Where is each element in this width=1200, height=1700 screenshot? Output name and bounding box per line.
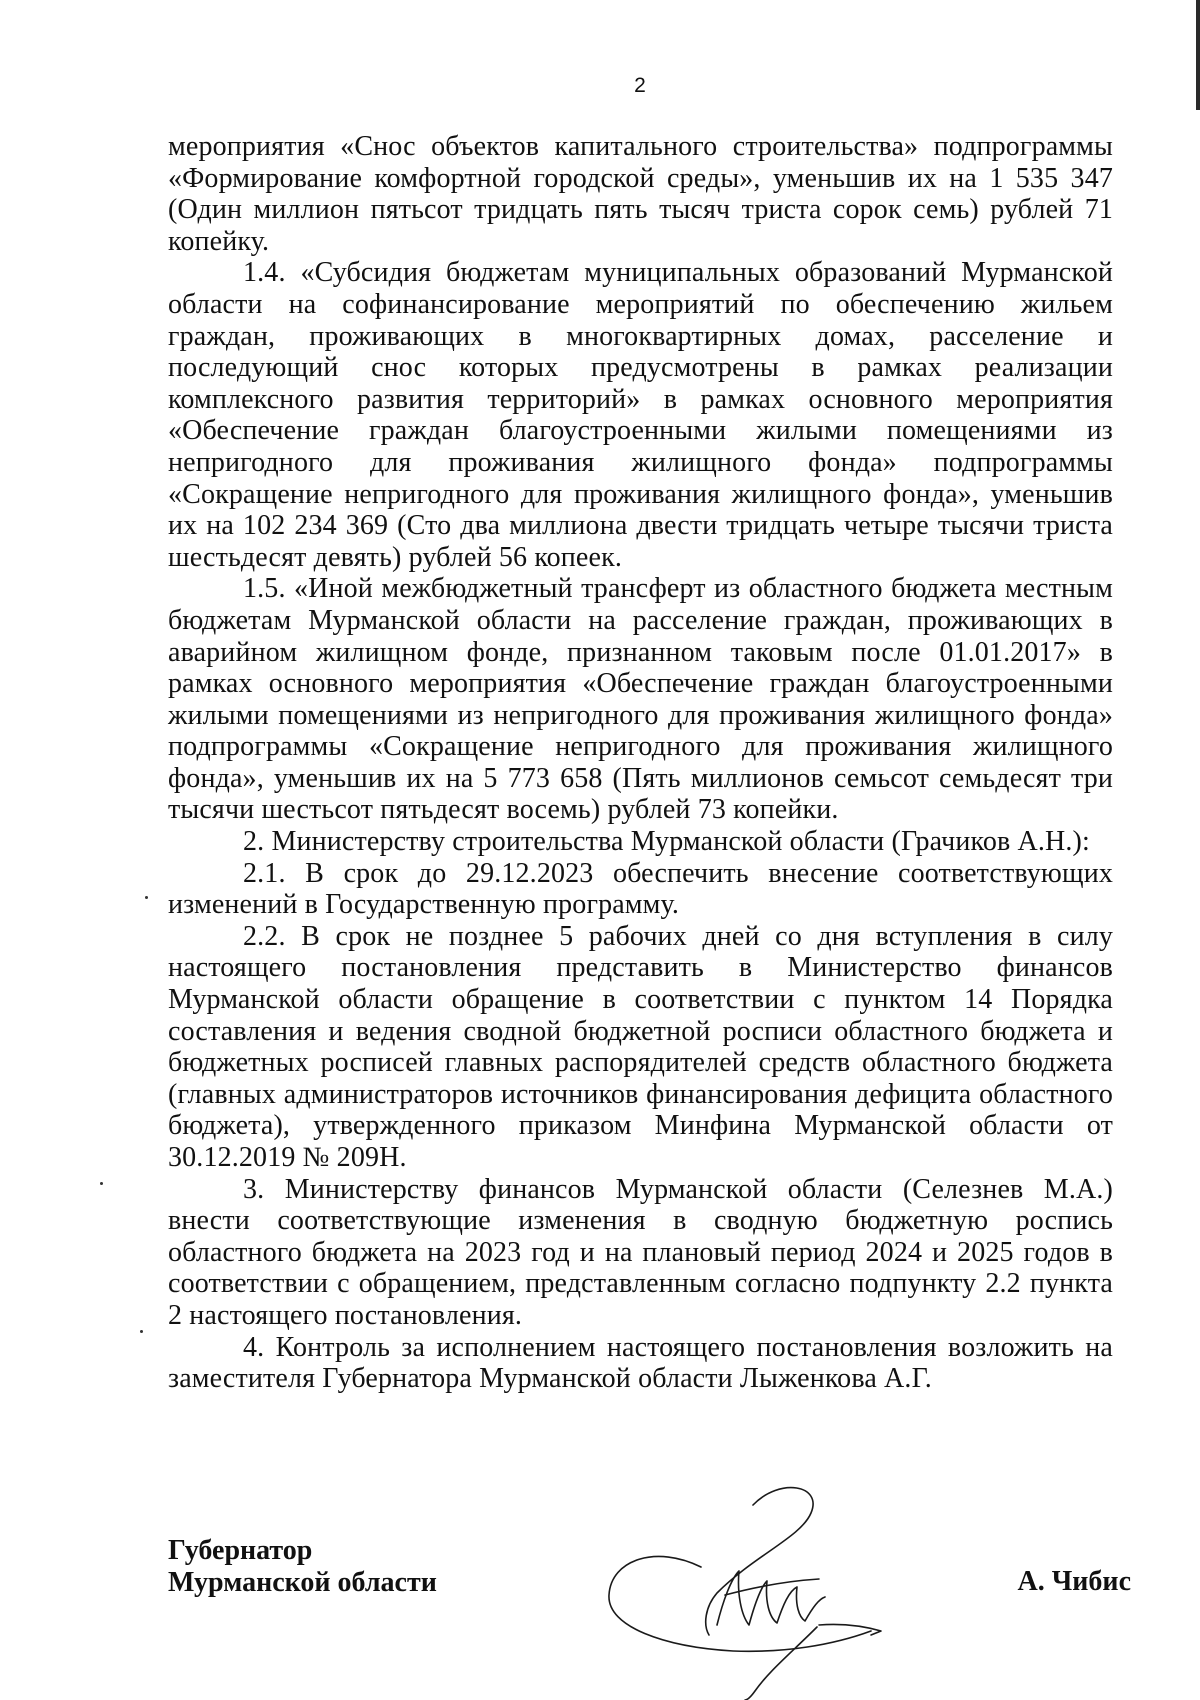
paragraph-3: 3. Министерству финансов Мурманской области (Селезнев М.А.) внести соответствующие изменения в сводную бюджетную роспись областного бюджета на 2023 год и на плановый период 2024 и 2025 годов в соответствии с обращением, представленным согласно подпункту 2.2 пункта 2 настоящего постановления. bbox=[168, 1173, 1113, 1331]
paragraph-2-2: 2.2. В срок не позднее 5 рабочих дней со дня вступления в силу настоящего постановления представить в Министерство финансов Мурманской области обращение в соответствии с пунктом 14 Порядка составления и ведения сводной бюджетной росписи областного бюджета и бюджетных росписей главных распорядителей средств областного бюджета (главных администраторов источников финансирования дефицита областного бюджета), утвержденного приказом Минфина Мурманской области от 30.12.2019 № 209Н. bbox=[168, 920, 1113, 1173]
paragraph-1-4: 1.4. «Субсидия бюджетам муниципальных образований Мурманской области на софинансирование мероприятий по обеспечению жильем граждан, проживающих в многоквартирных домах, расселение и последующий снос которых предусмотрены в рамках реализации комплексного развития территорий» в рамках основного мероприятия «Обеспечение граждан благоустроенными жилыми помещениями из непригодного для проживания жилищного фонда» подпрограммы «Сокращение непригодного для проживания жилищного фонда», уменьшив их на 102 234 369 (Сто два миллиона двести тридцать четыре тысячи триста шестьдесят девять) рублей 56 копеек. bbox=[168, 257, 1113, 573]
signature-block bbox=[168, 1535, 1131, 1685]
page-number: 2 bbox=[634, 74, 646, 97]
document-body bbox=[168, 131, 1113, 1395]
paragraph-1-5: 1.5. «Иной межбюджетный трансферт из областного бюджета местным бюджетам Мурманской области на расселение граждан, проживающих в аварийном жилищном фонде, признанном таковым после 01.01.2017» в рамках основного мероприятия «Обеспечение граждан благоустроенными жилыми помещениями из непригодного для проживания жилищного фонда» подпрограммы «Сокращение непригодного для проживания жилищного фонда», уменьшив их на 5 773 658 (Пять миллионов семьсот семьдесят три тысячи шестьсот пятьдесят восемь) рублей 73 копейки. bbox=[168, 573, 1113, 826]
signatory-title-line1: Губернатор bbox=[168, 1535, 313, 1566]
signatory-title bbox=[168, 1535, 437, 1599]
signatory-title-line2: Мурманской области bbox=[168, 1567, 437, 1598]
signatory-name: А. Чибис bbox=[1017, 1566, 1131, 1597]
paragraph-4: 4. Контроль за исполнением настоящего постановления возложить на заместителя Губернатора Мурманской области Лыженкова А.Г. bbox=[168, 1331, 1113, 1395]
handwritten-signature bbox=[605, 1475, 905, 1700]
paragraph-2-1: 2.1. В срок до 29.12.2023 обеспечить внесение соответствующих изменений в Государственную программу. bbox=[168, 857, 1113, 921]
paragraph-2: 2. Министерству строительства Мурманской области (Грачиков А.Н.): bbox=[243, 826, 1090, 858]
scan-speck bbox=[145, 896, 148, 899]
scan-speck bbox=[100, 1182, 103, 1185]
paragraph-continuation: мероприятия «Снос объектов капитального строительства» подпрограммы «Формирование комфортной городской среды», уменьшив их на 1 535 347 (Один миллион пятьсот тридцать пять тысяч триста сорок семь) рублей 71 копейку. bbox=[168, 131, 1113, 257]
scan-speck bbox=[140, 1330, 143, 1333]
